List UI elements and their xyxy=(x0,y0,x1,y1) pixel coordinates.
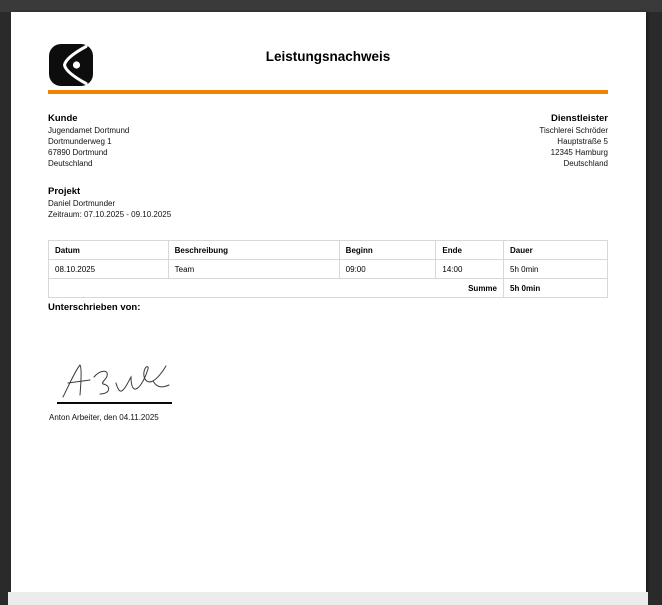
viewer-top-bar xyxy=(0,0,662,12)
projekt-section xyxy=(48,186,608,220)
document-page xyxy=(11,12,646,592)
time-entries-table xyxy=(48,240,608,298)
signed-by-heading: Unterschrieben von: xyxy=(48,302,141,313)
kunde-line: Deutschland xyxy=(48,159,93,168)
dienstleister-heading: Dienstleister xyxy=(550,113,608,124)
summary-value: 5h 0min xyxy=(504,279,608,298)
cell-ende: 14:00 xyxy=(436,260,504,279)
column-header-ende: Ende xyxy=(436,241,504,260)
cell-beschreibung: Team xyxy=(168,260,339,279)
page-title: Leistungsnachweis xyxy=(265,49,391,64)
dienstleister-line: Tischlerei Schröder xyxy=(539,126,608,135)
document-header xyxy=(48,44,608,90)
signature-image xyxy=(61,359,173,401)
projekt-line: Zeitraum: 07.10.2025 - 09.10.2025 xyxy=(48,210,172,219)
kunde-line: Dortmunderweg 1 xyxy=(48,137,112,146)
accent-rule xyxy=(48,90,608,94)
table-header-row xyxy=(49,241,608,260)
table-summary-row xyxy=(49,279,608,298)
dienstleister-line: Deutschland xyxy=(563,159,608,168)
column-header-datum: Datum xyxy=(49,241,169,260)
kunde-block xyxy=(48,113,129,169)
cell-datum: 08.10.2025 xyxy=(49,260,169,279)
projekt-line: Daniel Dortmunder xyxy=(48,199,116,208)
dienstleister-line: Hauptstraße 5 xyxy=(557,137,608,146)
dienstleister-line: 12345 Hamburg xyxy=(550,148,608,157)
signature-caption: Anton Arbeiter, den 04.11.2025 xyxy=(49,413,159,422)
column-header-beginn: Beginn xyxy=(339,241,436,260)
column-header-beschreibung: Beschreibung xyxy=(168,241,339,260)
projekt-heading: Projekt xyxy=(48,186,81,197)
viewer-bottom-bar xyxy=(8,592,648,605)
table-row xyxy=(49,260,608,279)
kunde-heading: Kunde xyxy=(48,113,78,124)
column-header-dauer: Dauer xyxy=(504,241,608,260)
cell-dauer: 5h 0min xyxy=(504,260,608,279)
cell-beginn: 09:00 xyxy=(339,260,436,279)
kunde-line: Jugendamet Dortmund xyxy=(48,126,130,135)
parties-section xyxy=(48,113,608,169)
signature-line xyxy=(57,402,172,404)
dienstleister-block xyxy=(539,113,608,169)
kunde-line: 67890 Dortmund xyxy=(48,148,108,157)
signature-block xyxy=(57,359,175,404)
summary-label: Summe xyxy=(49,279,504,298)
